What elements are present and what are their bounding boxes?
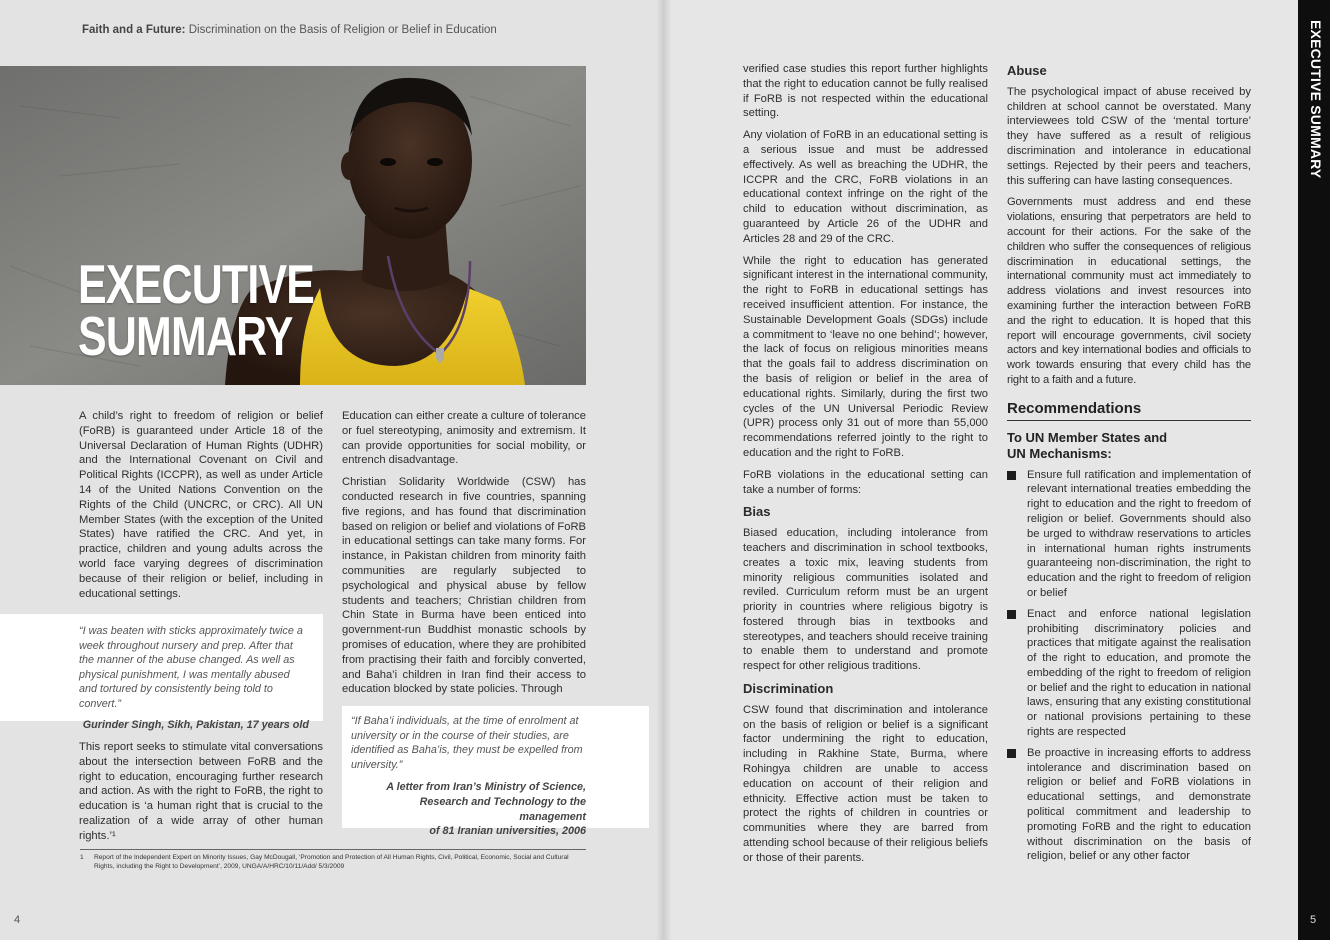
- running-head-rest: Discrimination on the Basis of Religion or Belief in Education: [188, 24, 497, 36]
- rec-sub-line-2: UN Mechanisms:: [1007, 445, 1112, 461]
- list-item: [1007, 746, 1251, 864]
- recommendations-heading: Recommendations: [1007, 402, 1251, 421]
- running-head-bold: Faith and a Future:: [82, 24, 186, 36]
- insufficient-attention-paragraph: While the right to education has generated significant interest in the international community, the right to FoRB in educational settings has received insufficient attention. For instance, the Sustainable Development Goals (SDGs) include a commitment to ‘leave no one behind’; however, the lack of focus on religious minorities means that the goals fail to address discrimination on the basis of religion or belief in the area of educational rights. Similarly, during the first two cycles of the UN Universal Periodic Review (UPR) process only 31 out of more than 55,000 recommendations referred jointly to the right to education and the right to FoRB.: [743, 254, 988, 459]
- list-item: [1007, 607, 1251, 740]
- left-column-1: [79, 409, 323, 608]
- book-gutter: [656, 0, 672, 940]
- continued-paragraph: verified case studies this report further highlights that the right to education cannot be fully realised if FoRB is not respected within the educational setting.: [743, 63, 988, 120]
- section-tab-label: EXECUTIVE SUMMARY: [1308, 20, 1324, 179]
- abuse-paragraph-1: The psychological impact of abuse received by children at school cannot be overstated. Many interviewees told CSW of the ‘mental torture’ they have suffered as a result of religious discrimination and intolerance in educational settings. Rejected by their peers and teachers, this suffering can have lasting consequences.: [1007, 85, 1251, 187]
- footnote-text: Report of the Independent Expert on Minority Issues, Gay McDougall, ‘Promotion and Protection of All Human Rights, Civil, Political, Economic, Social and Cultural Rights, including the Right to Development’, 2009, UNGA/A/HRC/10/11/Add/ 5/3/2009: [94, 854, 569, 870]
- left-page: [0, 0, 664, 940]
- recommendation-1: Ensure full ratification and implementation of relevant international treaties embedding the right to education and the right to freedom of religion or belief. Governments should also be urged to withdraw reservations to articles in international human rights instruments guaranteeing non-discrimination, the right to education and the right to freedom of religion or belief: [1027, 468, 1251, 599]
- attribution-line-1: A letter from Iran’s Ministry of Science,: [386, 781, 586, 794]
- recommendation-2: Enact and enforce national legislation prohibiting discriminatory policies and practices that mitigate against the realisation of the right to education, and promote the embedding of the right to freedom of religion or belief and the right to education in national laws, ensuring that any existing constitutional or national provisions pertaining to these rights are respected: [1027, 607, 1251, 739]
- right-page: [664, 0, 1330, 940]
- abuse-paragraph-2: Governments must address and end these violations, ensuring that perpetrators are held to account for their actions. For the sake of the children who suffer the consequences of religious discrimination in educational settings, the international community must act immediately to address violations and invest resources into examining further the interaction between FoRB and the right to education. It is hoped that this report will encourage governments, civil society actors and key international bodies and officials to work towards ensuring that every child has the right to a faith and a future.: [1007, 196, 1251, 386]
- page-number-left: 4: [14, 914, 21, 926]
- education-culture-paragraph: Education can either create a culture of tolerance or fuel stereotyping, animosity and extremism. It can provide opportunities for social mobility, or entrench disadvantage.: [342, 410, 586, 467]
- pull-quote-2-attribution: [351, 780, 586, 838]
- right-column-1: [743, 62, 988, 873]
- violation-paragraph: Any violation of FoRB in an educational setting is a serious issue and must be addressed effectively. As well as breaching the UDHR, the ICCPR and the CRC, FoRB violations in an educational context infringe on the right of the child to education without discrimination, as guaranteed by Article 26 of the UDHR and Articles 28 and 29 of the CRC.: [743, 129, 988, 245]
- pull-quote-1-text: “I was beaten with sticks approximately twice a week throughout nursery and prep. After that the manner of the abuse changed. As well as physical punishment, I was mentally abused and tortured by consistently being told to convert.”: [79, 625, 303, 710]
- csw-research-paragraph: Christian Solidarity Worldwide (CSW) has conducted research in five countries, spanning five regions, and has found that discrimination based on religion or belief and violations of FoRB in educational settings can take many forms. For instance, in Pakistan children from minority faith communities are regularly subjected to psychological and physical abuse by fellow students and teachers; Christian children from Chin State in Burma have been enticed into government-run Buddhist monastic schools by promises of education, where they are prohibited from practising their faith and forcibly converted, and Baha’i children in Iran find their access to education blocked by state policies. Through: [342, 476, 586, 696]
- recommendation-3: Be proactive in increasing efforts to address intolerance and discrimination based on religion or belief and FoRB violations in educational settings, and demonstrate political commitment and leadership to promoting FoRB and the right to education without discrimination on the basis of religion, belief or any other factor: [1027, 746, 1251, 863]
- pull-quote-1: [0, 614, 323, 731]
- left-column-2: [342, 409, 586, 704]
- executive-summary-title: [78, 253, 315, 367]
- left-column-1-bottom: [79, 740, 323, 851]
- list-item: [1007, 468, 1251, 601]
- pull-quote-2-text: “If Baha’i individuals, at the time of enrolment at university or in the course of their studies, are identified as Baha’is, they must be expelled from university.”: [351, 715, 583, 771]
- bias-heading: Bias: [743, 504, 771, 520]
- square-bullet-icon: [1007, 749, 1016, 758]
- rec-sub-line-1: To UN Member States and: [1007, 429, 1168, 445]
- page-number-right: 5: [1310, 914, 1317, 926]
- recommendations-list: [1007, 468, 1251, 865]
- pull-quote-2: [342, 706, 649, 838]
- square-bullet-icon: [1007, 471, 1016, 480]
- forms-intro-paragraph: FoRB violations in the educational setting can take a number of forms:: [743, 468, 988, 496]
- square-bullet-icon: [1007, 610, 1016, 619]
- attribution-line-3: of 81 Iranian universities, 2006: [429, 825, 586, 838]
- running-head: [82, 24, 497, 36]
- report-purpose-paragraph: This report seeks to stimulate vital conversations about the intersection between FoRB and the right to education, encouraging further research and action. As with the right to FoRB, the right to education is ‘a human right that is crucial to the realization of a wide array of other human rights.’¹: [79, 741, 323, 842]
- footnote: [80, 849, 586, 871]
- footnote-number: 1: [80, 854, 84, 861]
- discrimination-heading: Discrimination: [743, 681, 834, 697]
- section-tab: [1298, 0, 1330, 940]
- right-column-2: [1007, 62, 1251, 870]
- abuse-heading: Abuse: [1007, 63, 1047, 78]
- intro-paragraph: A child’s right to freedom of religion or belief (FoRB) is guaranteed under Article 18 of the Universal Declaration of Human Rights (UDHR) and the International Covenant on Civil and Political Rights (ICCPR), as well as under Article 14 of the United Nations Convention on the Rights of the Child (UNCRC, or CRC). All UN Member States (with the exception of the United States) have ratified the CRC. And yet, in practice, children and young adults across the world face varying degrees of discrimination because of their religion or belief, including in educational settings.: [79, 410, 323, 600]
- title-line-1: EXECUTIVE: [78, 253, 315, 315]
- bias-paragraph: Biased education, including intolerance from teachers and discrimination in school textbooks, creates a toxic mix, leaving students from minority religious communities isolated and reviled. Curriculum reform must be an urgent priority in countries where religious bigotry is fostered through bias in textbooks and stereotypes, and teachers should receive training to enable them to understand and promote respect for other religious traditions.: [743, 527, 988, 673]
- pull-quote-1-attribution: Gurinder Singh, Sikh, Pakistan, 17 years old: [82, 718, 309, 731]
- attribution-line-2: Research and Technology to the management: [419, 795, 586, 823]
- title-line-2: SUMMARY: [78, 305, 293, 367]
- recommendations-subheading: [1007, 430, 1251, 462]
- discrimination-paragraph: CSW found that discrimination and intolerance on the basis of religion or belief is a significant factor undermining the right to education, including in Rakhine State, Burma, where Rohingya children are unable to access education on account of their religion and ethnicity. Effective action must be taken to protect the rights of children in countries or communities where they are barred from attending school because of their religious beliefs or those of their parents.: [743, 703, 988, 864]
